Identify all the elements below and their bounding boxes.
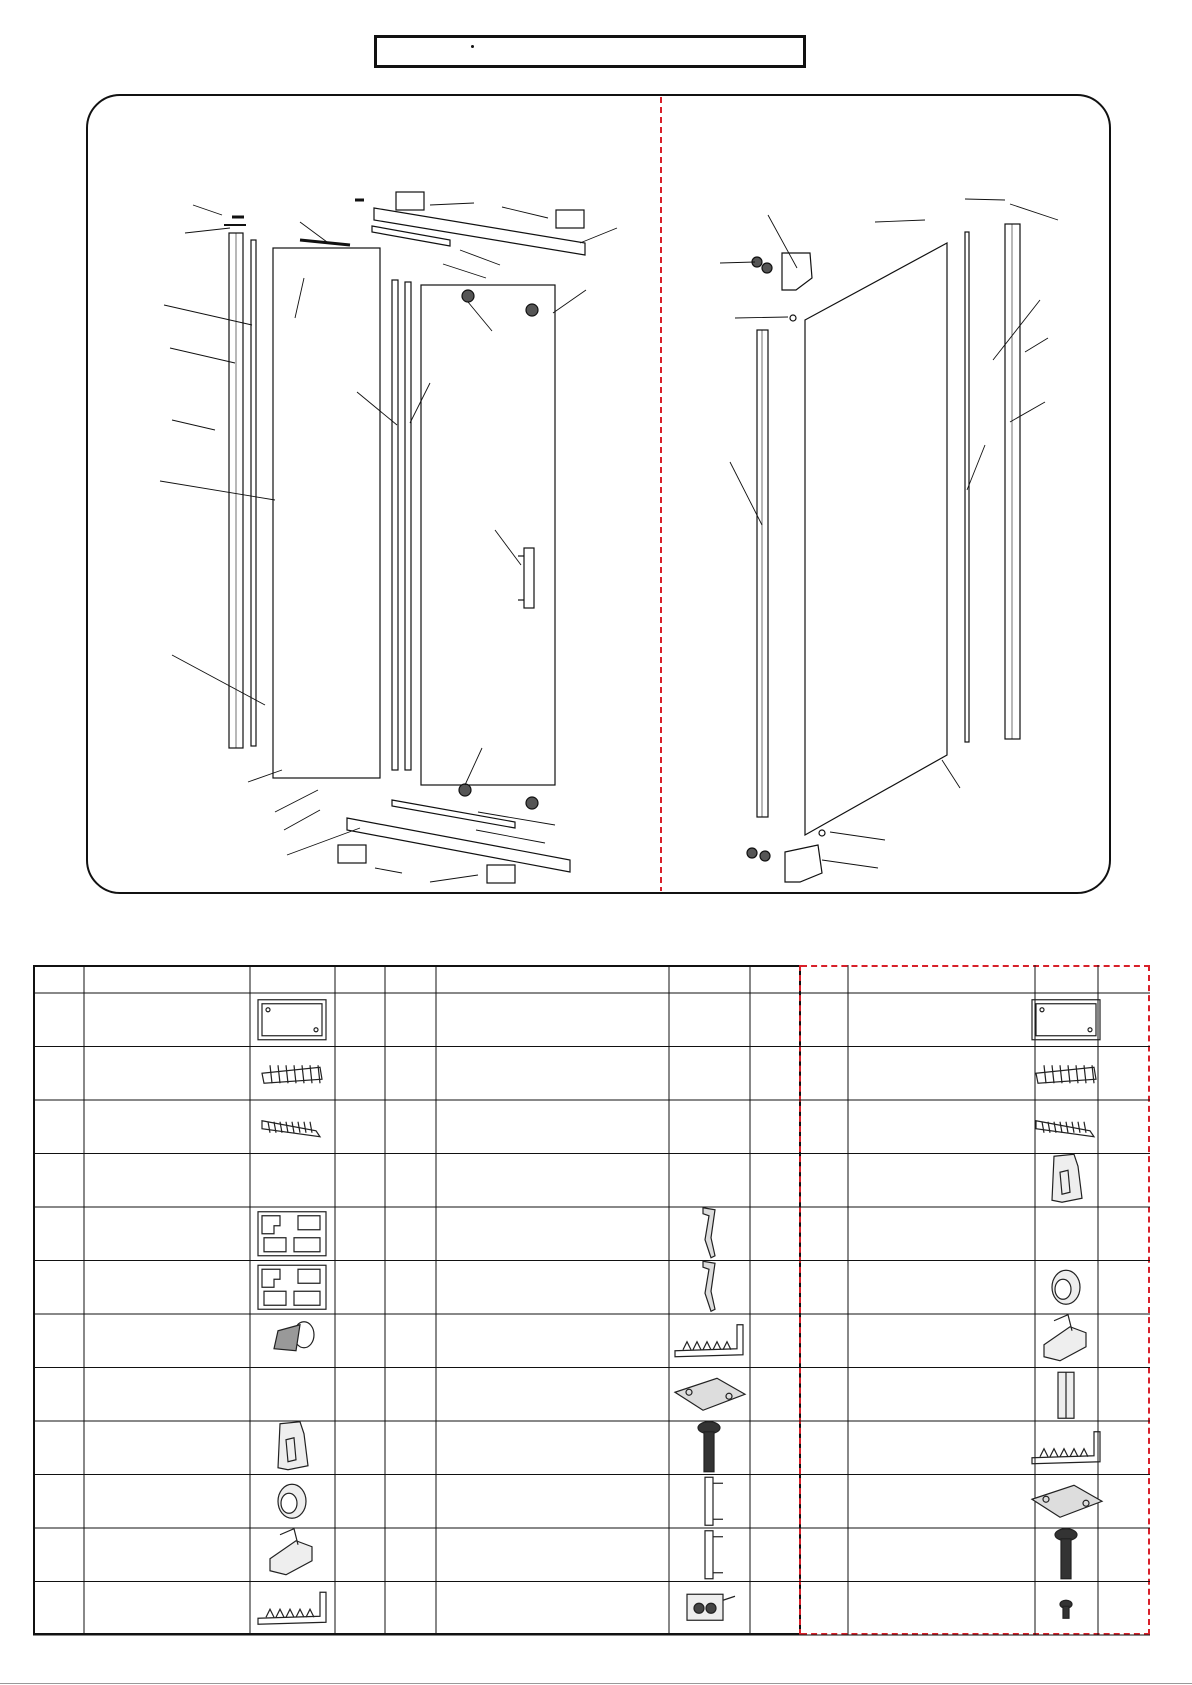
profile-icon [258,1212,326,1256]
screw-icon [262,1121,320,1137]
screw-icon [1036,1121,1094,1137]
hook-icon [703,1208,715,1258]
plate-icon [1032,1485,1102,1517]
handle-icon [705,1531,723,1579]
screw-cap-icon [274,1322,314,1351]
bolt-icon [1055,1529,1077,1579]
bush-icon [278,1484,306,1518]
wall-plug-icon [1036,1065,1096,1083]
end-cap-icon [1052,1154,1082,1202]
seal-strip-icon [258,1592,326,1624]
bracket-icon [270,1529,312,1575]
profile-icon [258,1265,326,1309]
wall-profile-icon [258,1000,326,1040]
post-icon [1058,1372,1074,1418]
hook-icon [703,1261,715,1311]
page-bottom-rule [0,1683,1192,1684]
roller-icon [687,1594,735,1620]
bolt-icon [698,1422,720,1472]
seal-strip-icon [1032,1432,1100,1464]
wall-profile-icon [1032,1000,1100,1040]
seal-strip-icon [675,1325,743,1357]
small-screw-icon [1060,1600,1072,1618]
plate-icon [675,1378,745,1410]
bracket-icon [1044,1315,1086,1361]
end-cap-icon [278,1422,308,1470]
handle-icon [705,1477,723,1525]
bush-icon [1052,1270,1080,1304]
wall-plug-icon [262,1065,322,1083]
